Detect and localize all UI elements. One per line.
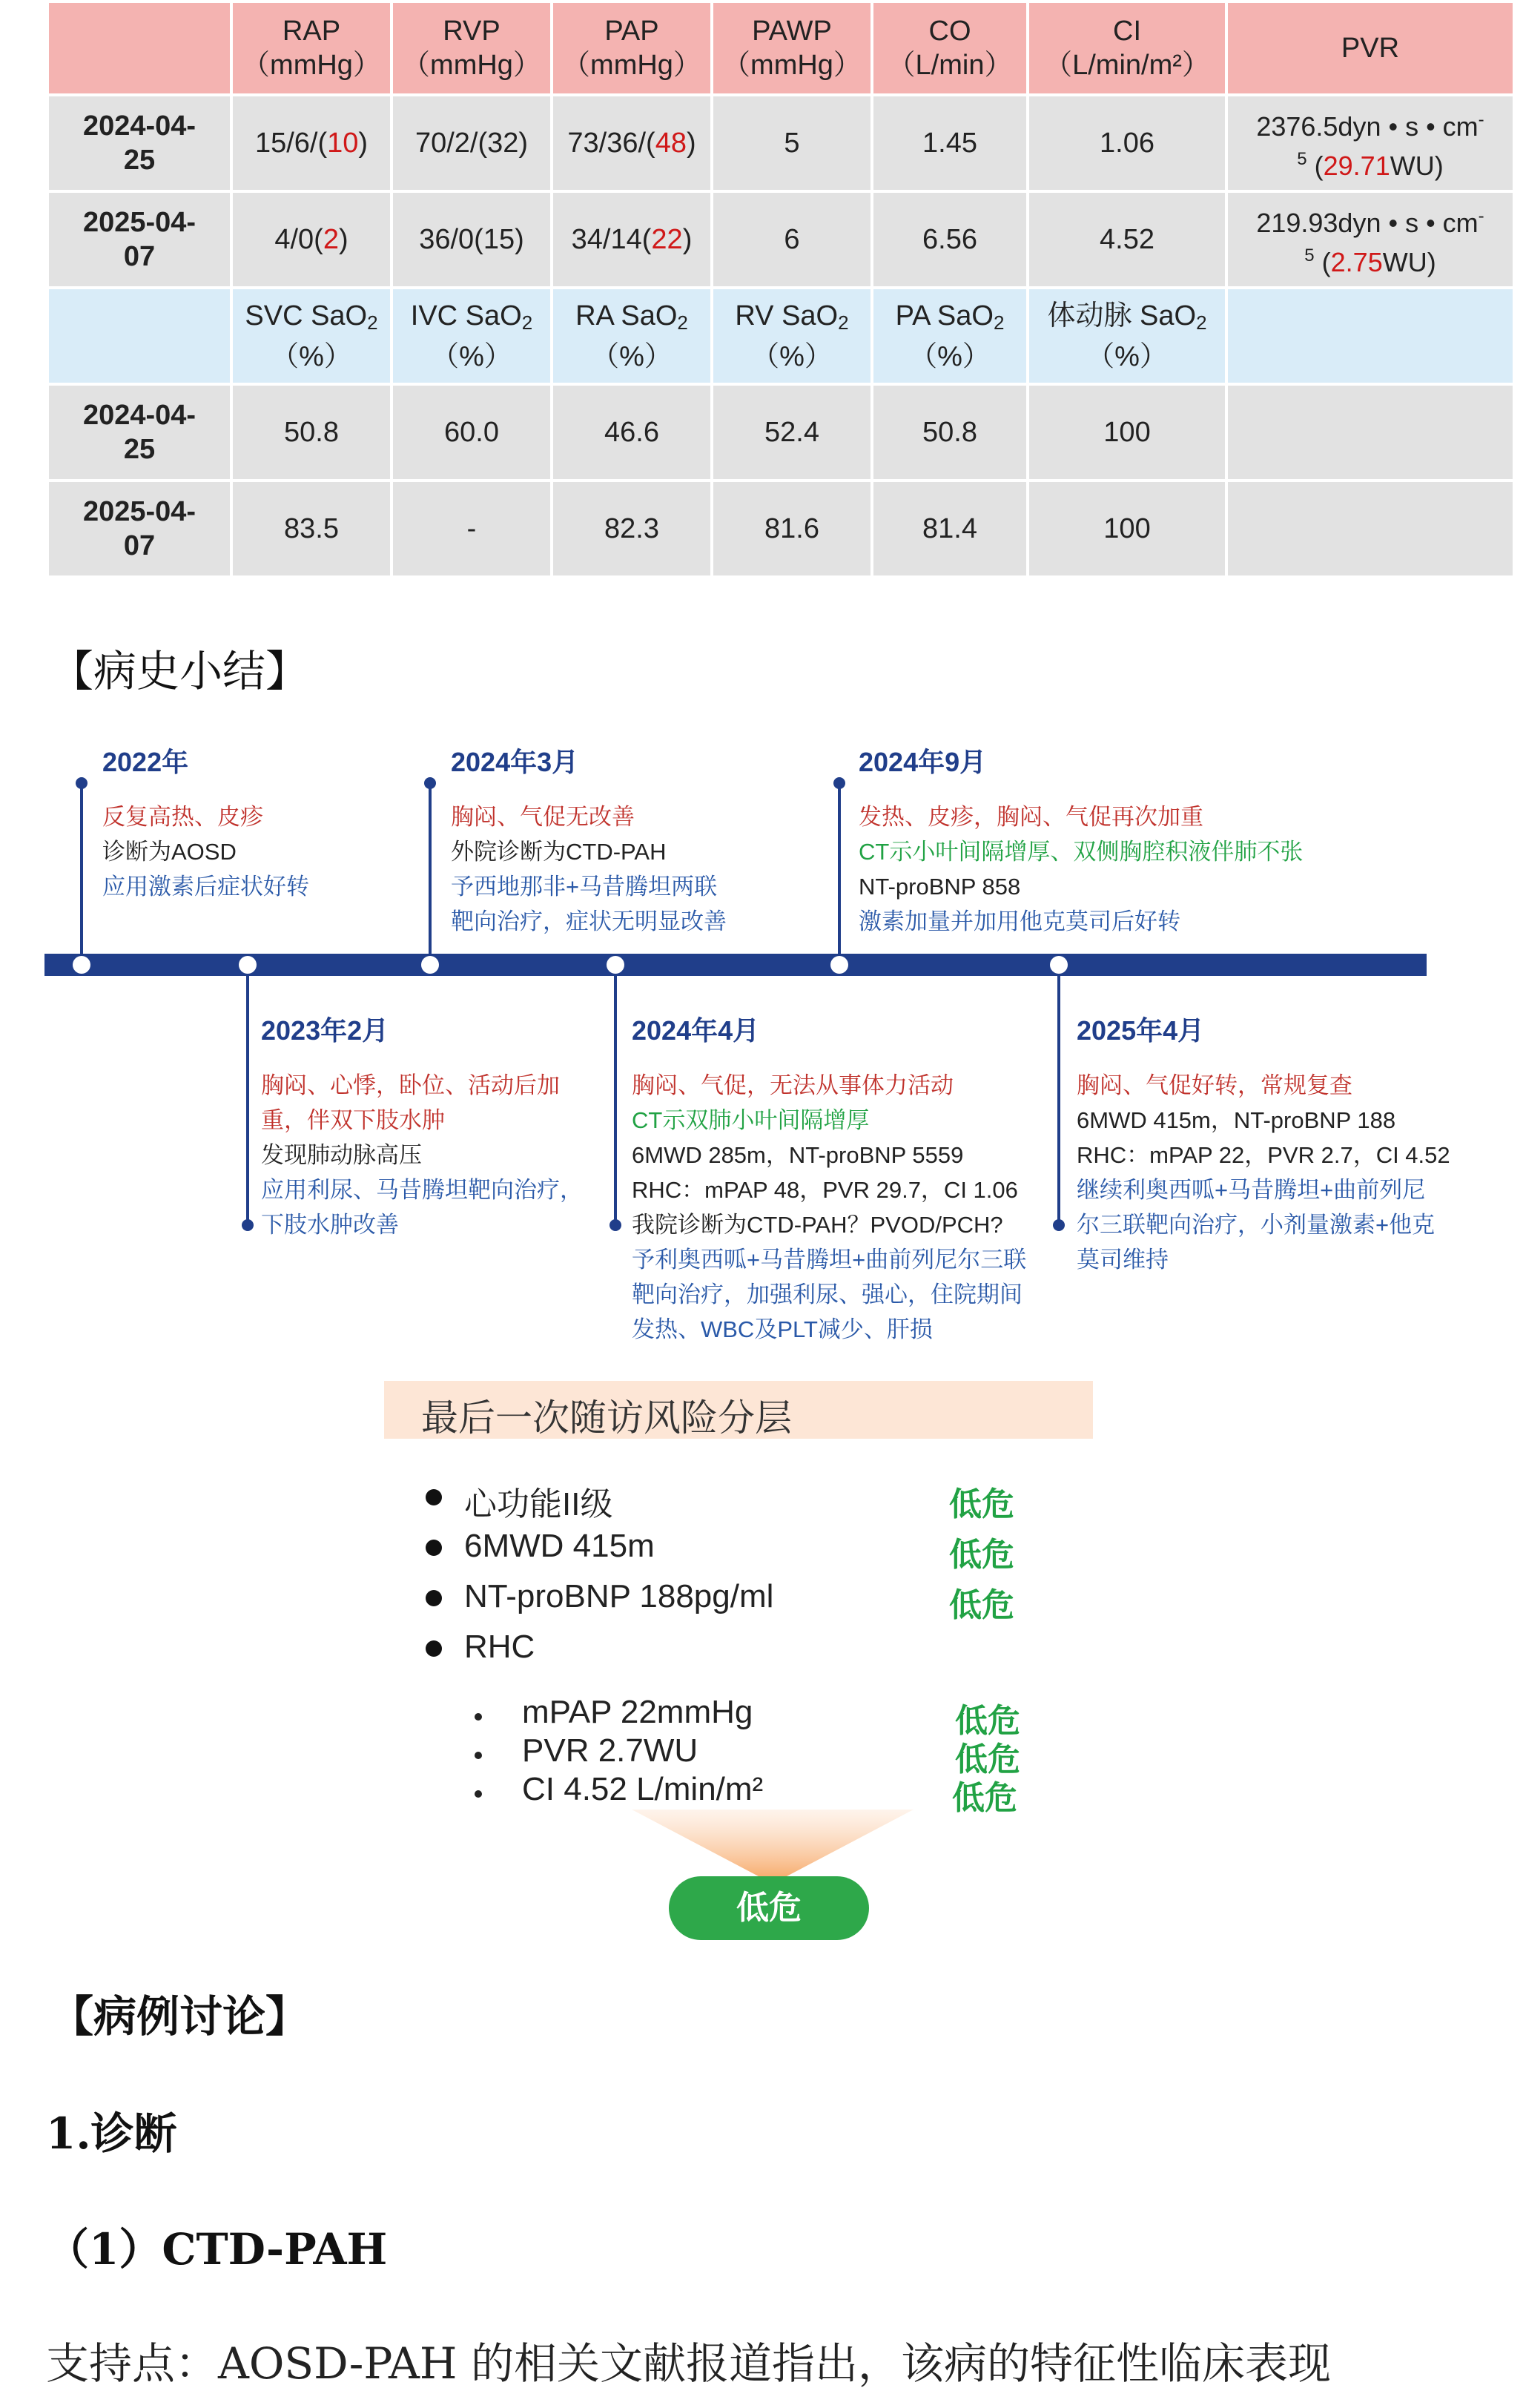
risk-subitem-level: 低危 — [952, 1780, 1017, 1816]
header-ivc-sao2: IVC SaO$_2$ （%） — [392, 288, 552, 384]
event-2024-04-line: 胸闷、气促，无法从事体力活动 — [632, 1072, 954, 1098]
cell-ra: 46.6 — [552, 384, 712, 481]
cell-co: 6.56 — [872, 191, 1028, 288]
event-2025-04-line: 继续利奥西呱+马昔腾坦+曲前列尼 — [1077, 1177, 1426, 1203]
header-rvp: RVP （mmHg） — [392, 1, 552, 95]
table-row — [47, 191, 1514, 288]
header-pvr: PVR — [1226, 1, 1514, 95]
header-empty-cell — [47, 288, 231, 384]
hemodynamics-table — [46, 0, 1516, 578]
risk-item-label: NT-proBNP 188pg/ml — [464, 1578, 774, 1614]
event-2023-02-line: 胸闷、心悸，卧位、活动后加 — [261, 1072, 560, 1098]
event-2024-04-line: 6MWD 285m，NT-proBNP 5559 — [632, 1142, 964, 1168]
row-date: 2024-04- 25 — [47, 384, 231, 481]
risk-subitem-level: 低危 — [955, 1703, 1020, 1739]
event-2024-09-line: 激素加量并加用他克莫司后好转 — [859, 908, 1180, 934]
header-systemic-sao2: 体动脉 SaO$_2$ （%） — [1028, 288, 1226, 384]
event-2022-line: 反复高热、皮疹 — [102, 804, 263, 830]
cell-rap: 15/6/(10) — [231, 95, 392, 191]
event-2024-03-line: 胸闷、气促无改善 — [451, 804, 635, 830]
cell-systemic: 100 — [1028, 481, 1226, 577]
cell-empty — [1226, 384, 1514, 481]
header-ci: CI （L/min/m²） — [1028, 1, 1226, 95]
cell-rvp: 70/2/(32) — [392, 95, 552, 191]
risk-subitem-label: PVR 2.7WU — [522, 1732, 698, 1769]
table-header-row-saturation — [47, 288, 1514, 384]
timeline-dot — [421, 956, 439, 974]
event-2025-04-line: 胸闷、气促好转，常规复查 — [1077, 1072, 1352, 1098]
event-2025-04-line: 6MWD 415m，NT-proBNP 188 — [1077, 1107, 1396, 1133]
header-co: CO （L/min） — [872, 1, 1028, 95]
cell-ci: 4.52 — [1028, 191, 1226, 288]
event-2024-04-line: 靶向治疗，加强利尿、强心，住院期间 — [632, 1281, 1023, 1307]
cell-pa: 50.8 — [872, 384, 1028, 481]
timeline-dot — [239, 956, 257, 974]
heading-ctd-pah: （1）CTD-PAH — [46, 2224, 388, 2275]
risk-item-label: 心功能II级 — [464, 1486, 613, 1523]
event-2022-line: 应用激素后症状好转 — [102, 874, 309, 900]
header-ra-sao2: RA SaO$_2$ （%） — [552, 288, 712, 384]
header-svc-sao2: SVC SaO$_2$ （%） — [231, 288, 392, 384]
timeline-end-dot — [609, 1219, 621, 1231]
cell-pap: 34/14(22) — [552, 191, 712, 288]
cell-pawp: 5 — [712, 95, 872, 191]
cell-ra: 82.3 — [552, 481, 712, 577]
cell-rv: 52.4 — [712, 384, 872, 481]
cell-ivc: - — [392, 481, 552, 577]
event-2025-04-line: 莫司维持 — [1077, 1247, 1169, 1273]
event-2024-04-line: RHC：mPAP 48，PVR 29.7，CI 1.06 — [632, 1177, 1018, 1203]
row-date: 2025-04- 07 — [47, 191, 231, 288]
cell-pa: 81.4 — [872, 481, 1028, 577]
risk-subitem-label: mPAP 22mmHg — [522, 1694, 753, 1730]
event-year-2025-04: 2025年4月 — [1077, 1015, 1205, 1046]
timeline-connector — [1057, 976, 1060, 1222]
event-year-2024-04: 2024年4月 — [632, 1015, 760, 1046]
event-2023-02-line: 应用利尿、马昔腾坦靶向治疗， — [261, 1177, 583, 1203]
bullet-icon — [475, 1713, 482, 1721]
table-row — [47, 95, 1514, 191]
event-2025-04-line: RHC：mPAP 22，PVR 2.7，CI 4.52 — [1077, 1142, 1450, 1168]
event-2024-09-line: 发热、皮疹，胸闷、气促再次加重 — [859, 804, 1203, 830]
risk-subitem-label: CI 4.52 L/min/m² — [522, 1771, 764, 1807]
table-row — [47, 481, 1514, 577]
header-pa-sao2: PA SaO$_2$ （%） — [872, 288, 1028, 384]
bullet-icon — [426, 1640, 442, 1657]
cell-ivc: 60.0 — [392, 384, 552, 481]
event-year-2024-09: 2024年9月 — [859, 747, 987, 777]
cell-rv: 81.6 — [712, 481, 872, 577]
header-rap: RAP （mmHg） — [231, 1, 392, 95]
event-2022-line: 诊断为AOSD — [102, 839, 237, 865]
paragraph-support: 支持点：AOSD-PAH 的相关文献报道指出，该病的特征性临床表现 — [46, 2338, 1331, 2389]
bullet-icon — [426, 1489, 442, 1505]
event-2024-09-line: CT示小叶间隔增厚、双侧胸腔积液伴肺不张 — [859, 839, 1304, 865]
bullet-icon — [475, 1752, 482, 1759]
timeline-end-dot — [1053, 1219, 1065, 1231]
bullet-icon — [426, 1590, 442, 1606]
cell-co: 1.45 — [872, 95, 1028, 191]
timeline-dot — [73, 956, 90, 974]
event-2024-03-line: 予西地那非+马昔腾坦两联 — [451, 874, 718, 900]
section-title-discussion: 【病例讨论】 — [50, 1991, 309, 2042]
header-empty-cell — [47, 1, 231, 95]
risk-item-level: 低危 — [949, 1537, 1014, 1573]
timeline-end-dot — [76, 777, 87, 789]
risk-title: 最后一次随访风险分层 — [421, 1397, 792, 1439]
cell-pvr: 219.93dyn • s • cm- $^5$ (2.75WU) — [1226, 191, 1514, 288]
timeline-connector — [429, 783, 432, 955]
timeline-end-dot — [833, 777, 845, 789]
cell-rvp: 36/0(15) — [392, 191, 552, 288]
cell-rap: 4/0(2) — [231, 191, 392, 288]
timeline-connector — [246, 976, 249, 1222]
event-2024-04-line: 我院诊断为CTD-PAH？PVOD/PCH? — [632, 1212, 1003, 1238]
event-2023-02-line: 下肢水肿改善 — [261, 1212, 399, 1238]
header-pawp: PAWP （mmHg） — [712, 1, 872, 95]
header-pap: PAP （mmHg） — [552, 1, 712, 95]
risk-item-level: 低危 — [949, 1587, 1014, 1623]
event-year-2022: 2022年 — [102, 747, 189, 777]
cell-ci: 1.06 — [1028, 95, 1226, 191]
table-header-row-pressure — [47, 1, 1514, 95]
section-title-history: 【病史小结】 — [50, 646, 309, 696]
header-empty-cell — [1226, 288, 1514, 384]
heading-diagnosis: 1.诊断 — [46, 2108, 177, 2159]
event-2024-09-line: NT-proBNP 858 — [859, 874, 1021, 900]
bullet-icon — [426, 1540, 442, 1556]
event-year-2023-02: 2023年2月 — [261, 1015, 389, 1046]
risk-item-label: 6MWD 415m — [464, 1528, 655, 1564]
event-2024-04-line: 予利奥西呱+马昔腾坦+曲前列尼尔三联 — [632, 1247, 1027, 1273]
table-row — [47, 384, 1514, 481]
cell-empty — [1226, 481, 1514, 577]
cell-pvr: 2376.5dyn • s • cm- $^5$ (29.71WU) — [1226, 95, 1514, 191]
event-2024-03-line: 外院诊断为CTD-PAH — [451, 839, 667, 865]
cell-pawp: 6 — [712, 191, 872, 288]
event-2023-02-line: 重，伴双下肢水肿 — [261, 1107, 445, 1133]
bullet-icon — [475, 1790, 482, 1798]
timeline-dot — [830, 956, 848, 974]
event-2024-04-line: CT示双肺小叶间隔增厚 — [632, 1107, 870, 1133]
timeline-connector — [838, 783, 841, 955]
timeline-connector — [80, 783, 83, 955]
cell-pap: 73/36/(48) — [552, 95, 712, 191]
risk-subitem-level: 低危 — [955, 1741, 1020, 1778]
header-rv-sao2: RV SaO$_2$ （%） — [712, 288, 872, 384]
timeline-dot — [607, 956, 624, 974]
timeline-dot — [1050, 956, 1068, 974]
timeline-connector — [614, 976, 617, 1222]
event-2025-04-line: 尔三联靶向治疗，小剂量激素+他克 — [1077, 1212, 1436, 1238]
event-year-2024-03: 2024年3月 — [451, 747, 579, 777]
risk-result-badge: 低危 — [669, 1876, 869, 1940]
cell-svc: 83.5 — [231, 481, 392, 577]
timeline-end-dot — [424, 777, 436, 789]
event-2023-02-line: 发现肺动脉高压 — [261, 1142, 422, 1168]
row-date: 2025-04- 07 — [47, 481, 231, 577]
risk-item-label: RHC — [464, 1629, 535, 1665]
event-2024-03-line: 靶向治疗，症状无明显改善 — [451, 908, 727, 934]
risk-item-level: 低危 — [949, 1486, 1014, 1523]
cell-systemic: 100 — [1028, 384, 1226, 481]
row-date: 2024-04- 25 — [47, 95, 231, 191]
timeline-end-dot — [242, 1219, 254, 1231]
event-2024-04-line: 发热、WBC及PLT减少、肝损 — [632, 1316, 933, 1342]
cell-svc: 50.8 — [231, 384, 392, 481]
